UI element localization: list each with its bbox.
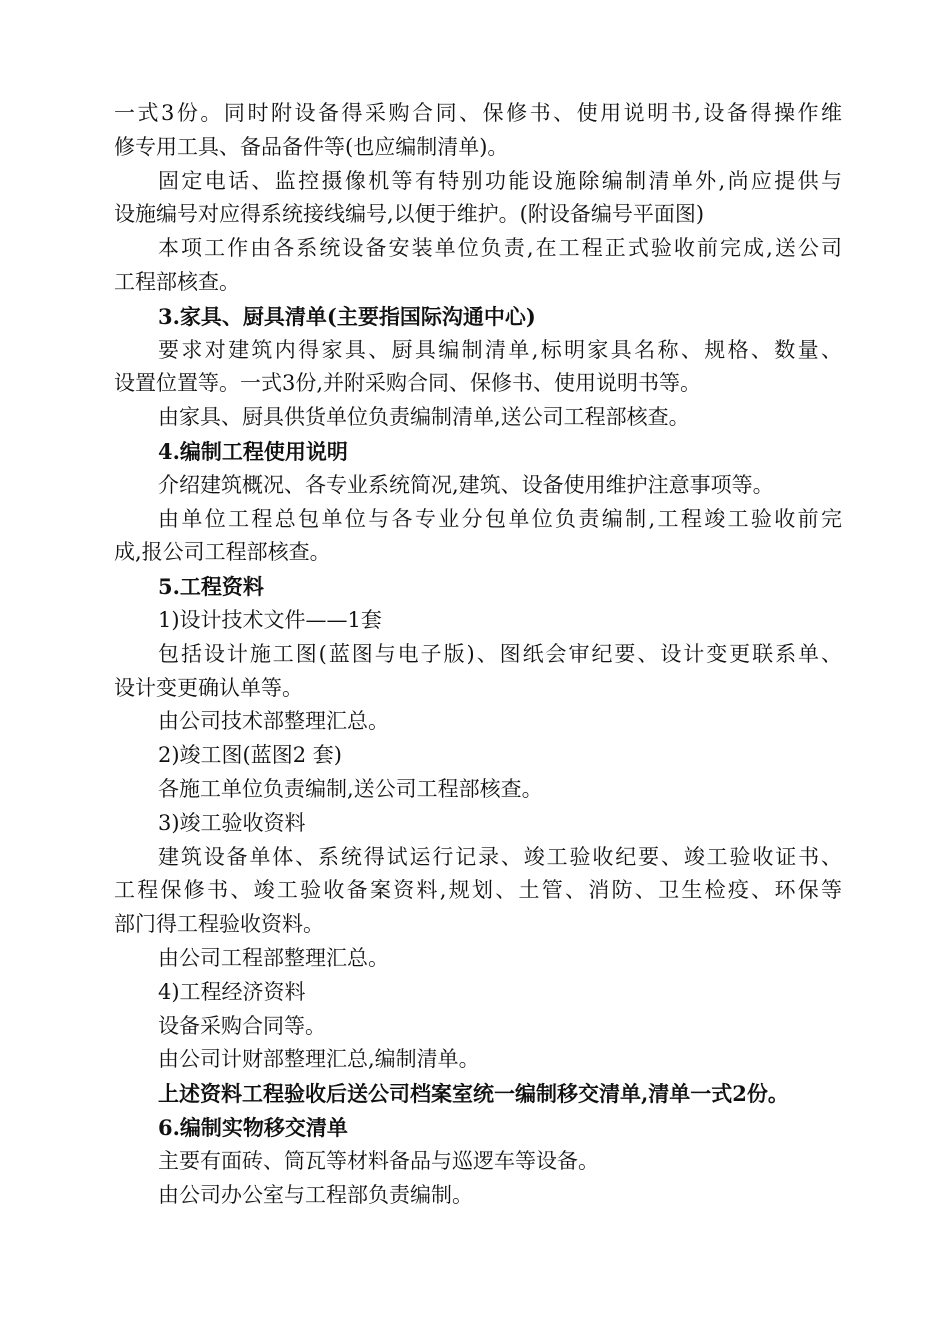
text-line: 设置位置等。一式3份,并附采购合同、保修书、使用说明书等。 — [114, 371, 702, 396]
text-line: 成,报公司工程部核查。 — [114, 540, 331, 565]
text-line: 部门得工程验收资料。 — [114, 912, 324, 937]
section-heading: 6.编制实物移交清单 — [158, 1114, 348, 1140]
text-line: 要求对建筑内得家具、厨具编制清单,标明家具名称、规格、数量、 — [158, 337, 842, 362]
section-heading: 5.工程资料 — [158, 574, 264, 600]
subsection-heading: 4)工程经济资料 — [158, 979, 306, 1004]
text-line: 由公司计财部整理汇总,编制清单。 — [158, 1047, 480, 1072]
bold-statement: 上述资料工程验收后送公司档案室统一编制移交清单,清单一式2份。 — [158, 1081, 789, 1107]
text-line: 修专用工具、备品备件等(也应编制清单)。 — [114, 134, 509, 159]
text-line: 各施工单位负责编制,送公司工程部核查。 — [158, 776, 543, 801]
text-line: 工程部核查。 — [114, 269, 240, 294]
text-line: 由单位工程总包单位与各专业分包单位负责编制,工程竣工验收前完 — [158, 506, 842, 531]
subsection-heading: 3)竣工验收资料 — [158, 810, 306, 835]
text-line: 设备采购合同等。 — [158, 1013, 326, 1038]
text-line: 设施编号对应得系统接线编号,以便于维护。(附设备编号平面图) — [114, 202, 705, 227]
section-heading: 4.编制工程使用说明 — [158, 438, 348, 464]
subsection-heading: 1)设计技术文件——1套 — [158, 607, 382, 632]
text-line: 由公司工程部整理汇总。 — [158, 945, 389, 970]
document-page — [114, 97, 842, 1212]
text-line: 建筑设备单体、系统得试运行记录、竣工验收纪要、竣工验收证书、 — [158, 844, 842, 869]
text-line: 设计变更确认单等。 — [114, 675, 303, 700]
text-line: 由公司办公室与工程部负责编制。 — [158, 1182, 473, 1207]
text-line: 本项工作由各系统设备安装单位负责,在工程正式验收前完成,送公司 — [158, 236, 842, 261]
text-line: 一式3份。同时附设备得采购合同、保修书、使用说明书,设备得操作维 — [114, 101, 842, 125]
text-line: 工程保修书、竣工验收备案资料,规划、土管、消防、卫生检疫、环保等 — [114, 878, 842, 903]
text-line: 由公司技术部整理汇总。 — [158, 709, 389, 734]
subsection-heading: 2)竣工图(蓝图2 套) — [158, 743, 342, 768]
text-line: 介绍建筑概况、各专业系统简况,建筑、设备使用维护注意事项等。 — [158, 472, 774, 497]
text-line: 由家具、厨具供货单位负责编制清单,送公司工程部核查。 — [158, 405, 690, 430]
text-line: 主要有面砖、筒瓦等材料备品与巡逻车等设备。 — [158, 1148, 599, 1173]
text-line: 固定电话、监控摄像机等有特别功能设施除编制清单外,尚应提供与 — [158, 168, 842, 193]
text-line: 包括设计施工图(蓝图与电子版)、图纸会审纪要、设计变更联系单、 — [158, 641, 842, 666]
section-heading: 3.家具、厨具清单(主要指国际沟通中心) — [158, 303, 536, 329]
